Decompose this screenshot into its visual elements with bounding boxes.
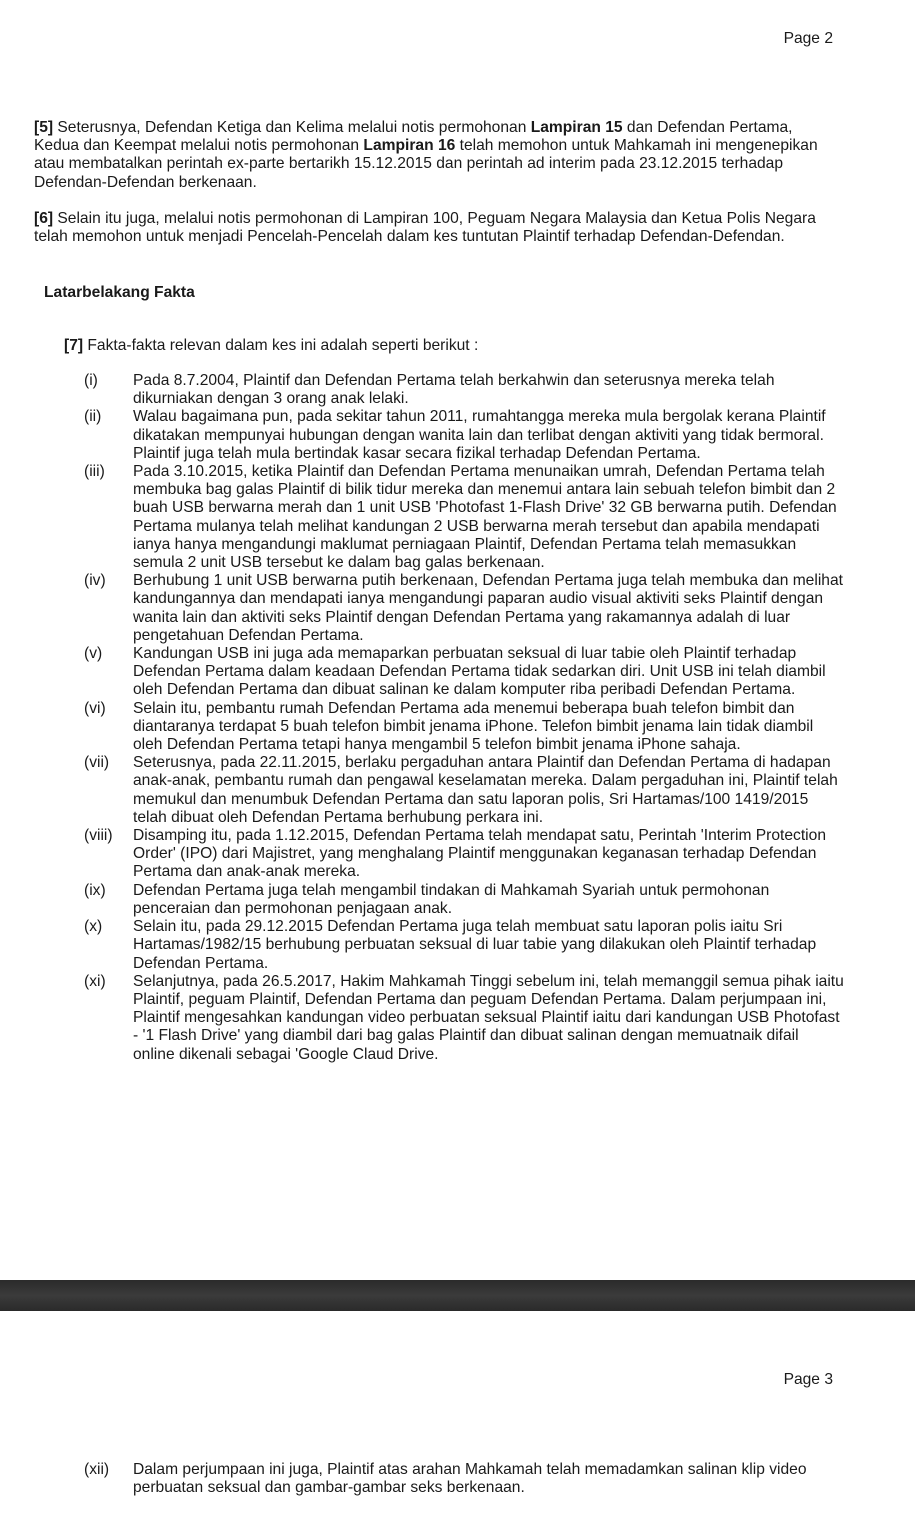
list-item xyxy=(84,372,844,408)
paragraph-text: Selain itu juga, melalui notis permohonan di Lampiran 100, Peguam Negara Malaysia dan Ketua Polis Negara telah memohon untuk menjadi Pencelah-Pencelah dalam kes tuntutan Plaintif terhadap Defendan-Defendan. xyxy=(34,210,816,246)
paragraph-6 xyxy=(34,210,834,246)
item-number: (xii) xyxy=(84,1461,110,1478)
item-text: Dalam perjumpaan ini juga, Plaintif atas arahan Mahkamah telah memadamkan salinan klip video perbuatan seksual dan gambar-gambar seks berkenaan. xyxy=(133,1461,807,1497)
item-number: (viii) xyxy=(84,827,113,845)
list-item xyxy=(84,754,844,827)
paragraph-number: [6] xyxy=(34,210,54,227)
item-text: Berhubung 1 unit USB berwarna putih berkenaan, Defendan Pertama juga telah membuka dan melihat kandungannya dan mendapati ianya mengandungi paparan audio visual aktiviti seks Plaintif dengan wanita lain dan aktiviti seks Plaintif dengan Defendan Pertama yang rakamannya adalah di luar pengetahuan Defendan Pertama. xyxy=(133,572,843,644)
item-text: Selain itu, pada 29.12.2015 Defendan Pertama juga telah membuat satu laporan polis iaitu Sri Hartamas/1982/15 berhubung perbuatan seksual di luar tabie yang dilakukan oleh Plaintif terhadap Defendan Pertama. xyxy=(133,918,817,972)
lampiran-ref: Lampiran 15 xyxy=(530,119,623,136)
paragraph-number: [7] xyxy=(64,337,84,354)
list-item xyxy=(84,827,844,882)
page-number: Page 3 xyxy=(783,1371,833,1388)
list-item xyxy=(84,1461,844,1497)
list-item xyxy=(84,572,844,645)
paragraph-text: Fakta-fakta relevan dalam kes ini adalah seperti berikut : xyxy=(83,337,479,354)
list-item xyxy=(84,882,844,918)
list-item xyxy=(84,463,844,572)
item-text: Pada 8.7.2004, Plaintif dan Defendan Pertama telah berkahwin dan seterusnya mereka telah dikurniakan dengan 3 orang anak lelaki. xyxy=(133,372,775,408)
paragraph-7 xyxy=(64,337,478,355)
item-text: Selanjutnya, pada 26.5.2017, Hakim Mahkamah Tinggi sebelum ini, telah memanggil semua pihak iaitu Plaintif, peguam Plaintif, Defendan Pertama dan peguam Defendan Pertama. Dalam perjumpaan ini, Plaintif mengesahkan kandungan video perbuatan seksual Plaintif iaitu dari kandungan USB Photofast - '1 Flash Drive' yang diambil dari bag galas Plaintif dan dibuat salinan dengan memuatnaik difail online dikenali sebagai 'Google Claud Drive. xyxy=(133,972,844,1063)
list-item xyxy=(84,700,844,755)
list-item xyxy=(84,973,844,1064)
item-number: (v) xyxy=(84,645,103,663)
page-separator xyxy=(0,1280,915,1311)
item-text: Defendan Pertama juga telah mengambil tindakan di Mahkamah Syariah untuk permohonan penceraian dan permohonan penjagaan anak. xyxy=(133,881,770,917)
facts-list xyxy=(84,372,844,1064)
item-text: Pada 3.10.2015, ketika Plaintif dan Defendan Pertama menunaikan umrah, Defendan Pertama telah membuka bag galas Plaintif di bilik tidur mereka dan menemui antara lain sebuah telefon bimbit dan 2 buah USB berwarna merah dan 1 unit USB 'Photofast 1-Flash Drive' 32 GB berwarna putih. Defendan Pertama mulanya telah melihat kandungan 2 USB berwarna merah tersebut dan apabila mendapati ianya hanya mengandungi maklumat perniagaan Plaintif, Defendan Pertama telah memasukkan semula 2 unit USB tersebut ke dalam bag galas berkenaan. xyxy=(133,463,837,572)
item-text: Kandungan USB ini juga ada memaparkan perbuatan seksual di luar tabie oleh Plaintif terhadap Defendan Pertama dalam keadaan Defendan Pertama tidak sedarkan diri. Unit USB ini telah diambil oleh Defendan Pertama dan dibuat salinan ke dalam komputer riba peribadi Defendan Pertama. xyxy=(133,645,826,699)
item-number: (vii) xyxy=(84,754,110,772)
list-item xyxy=(84,918,844,973)
item-text: Selain itu, pembantu rumah Defendan Pertama ada menemui beberapa buah telefon bimbit dan diantaranya terdapat 5 buah telefon bimbit jenama iPhone. Telefon bimbit jenama lain tidak diambil oleh Defendan Pertama tetapi hanya mengambil 5 telefon bimbit jenama iPhone sahaja. xyxy=(133,699,814,754)
page-number: Page 2 xyxy=(783,30,833,47)
item-number: (ix) xyxy=(84,881,106,899)
item-text: Seterusnya, pada 22.11.2015, berlaku pergaduhan antara Plaintif dan Defendan Pertama di hadapan anak-anak, pembantu rumah dan pengawal keselamatan mereka. Dalam pergaduhan ini, Plaintif telah memukul dan menumbuk Defendan Pertama dan satu laporan polis, Sri Hartamas/100 1419/2015 telah dibuat oleh Defendan Pertama berhubung perkara ini. xyxy=(133,754,838,826)
item-number: (ii) xyxy=(84,408,102,426)
paragraph-text: telah memohon untuk Mahkamah ini mengenepikan atau membatalkan perintah ex-parte bertarikh 15.12.2015 dan perintah ad interim pada 23.12.2015 terhadap Defendan-Defendan berkenaan. xyxy=(34,137,818,191)
item-number: (i) xyxy=(84,372,98,389)
item-text: Disamping itu, pada 1.12.2015, Defendan Pertama telah mendapat satu, Perintah 'Interim Protection Order' (IPO) dari Majistret, yang menghalang Plaintif menggunakan keganasan terhadap Defendan Pertama dan anak-anak mereka. xyxy=(133,827,826,881)
list-item xyxy=(84,645,844,700)
item-number: (xi) xyxy=(84,972,106,990)
item-text: Walau bagaimana pun, pada sekitar tahun 2011, rumahtangga mereka mula bergolak kerana Plaintif dikatakan mempunyai hubungan dengan wanita lain dan terlibat dengan aktiviti yang tidak bermoral. Plaintif juga telah mula bertindak kasar secara fizikal terhadap Defendan Pertama. xyxy=(133,408,826,462)
paragraph-5 xyxy=(34,119,834,192)
item-number: (x) xyxy=(84,918,103,936)
lampiran-ref: Lampiran 16 xyxy=(363,137,456,155)
list-item xyxy=(84,408,844,463)
facts-list-continued xyxy=(84,1461,844,1497)
item-number: (vi) xyxy=(84,699,106,717)
paragraph-number: [5] xyxy=(34,119,54,136)
section-heading: Latarbelakang Fakta xyxy=(44,284,195,301)
item-number: (iii) xyxy=(84,463,105,481)
item-number: (iv) xyxy=(84,572,106,590)
paragraph-text: dan Defendan Pertama, Kedua dan Keempat melalui notis permohonan xyxy=(34,119,793,155)
paragraph-text: Seterusnya, Defendan Ketiga dan Kelima melalui notis permohonan xyxy=(53,119,531,136)
